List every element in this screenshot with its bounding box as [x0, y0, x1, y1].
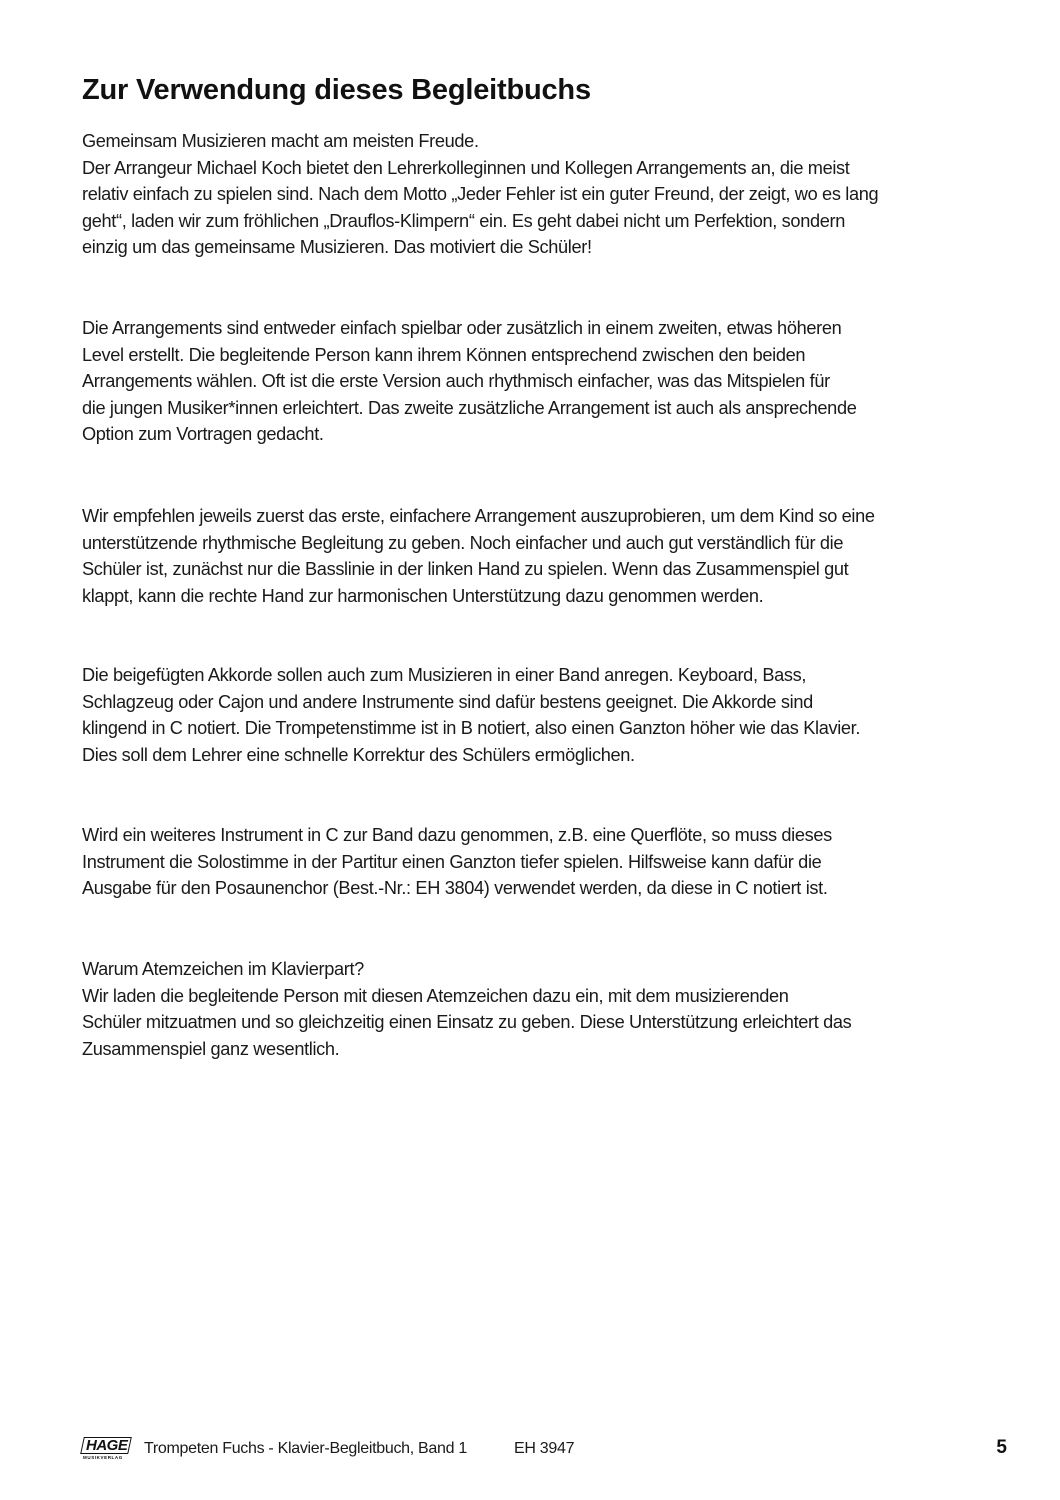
- paragraph-instrument-c: [82, 822, 832, 902]
- text-line: Schlagzeug oder Cajon und andere Instrumente sind dafür bestens geeignet. Die Akkorde sind: [82, 691, 813, 712]
- text-line: Option zum Vortragen gedacht.: [82, 424, 324, 444]
- text-line: relativ einfach zu spielen sind. Nach dem Motto „Jeder Fehler ist ein guter Freund, der zeigt, wo es lang: [82, 184, 879, 204]
- paragraph-chords: [82, 662, 860, 768]
- text-line: Gemeinsam Musizieren macht am meisten Freude.: [82, 131, 479, 151]
- publisher-logo: [82, 1436, 134, 1462]
- text-line: Wir laden die begleitende Person mit diesen Atemzeichen dazu ein, mit dem musizierenden: [82, 985, 789, 1006]
- text-line: unterstützende rhythmische Begleitung zu geben. Noch einfacher und auch gut verständlich für die: [82, 532, 844, 553]
- text-line: Schüler mitzuatmen und so gleichzeitig einen Einsatz zu geben. Diese Unterstützung erleichtert das: [82, 1012, 852, 1032]
- text-line: Wird ein weiteres Instrument in C zur Band dazu genommen, z.B. eine Querflöte, so muss dieses: [82, 825, 832, 845]
- text-line: Zusammenspiel ganz wesentlich.: [82, 1038, 340, 1059]
- text-line: klappt, kann die rechte Hand zur harmonischen Unterstützung dazu genommen werden.: [82, 585, 764, 606]
- paragraph-intro: [82, 128, 878, 261]
- text-line: Wir empfehlen jeweils zuerst das erste, einfachere Arrangement auszuprobieren, um dem Kind so eine: [82, 506, 875, 526]
- page-title: Zur Verwendung dieses Begleitbuchs: [82, 74, 591, 106]
- paragraph-recommendation: [82, 503, 875, 609]
- text-line: klingend in C notiert. Die Trompetenstimme ist in B notiert, also einen Ganzton höher wie das Klavier.: [82, 718, 861, 738]
- page-footer: [82, 1436, 1007, 1462]
- text-line: geht“, laden wir zum fröhlichen „Drauflos-Klimpern“ ein. Es geht dabei nicht um Perfektion, sondern: [82, 210, 845, 231]
- page-number: 5: [996, 1437, 1007, 1458]
- text-line: Die beigefügten Akkorde sollen auch zum Musizieren in einer Band anregen. Keyboard, Bass,: [82, 665, 807, 685]
- logo-name: HAGE: [86, 1437, 128, 1454]
- text-line: Level erstellt. Die begleitende Person kann ihrem Können entsprechend zwischen den beiden: [82, 344, 806, 365]
- logo-subtitle: MUSIKVERLAG: [83, 1455, 123, 1460]
- paragraph-arrangements: [82, 315, 856, 448]
- catalog-number: EH 3947: [514, 1440, 575, 1457]
- paragraph-breath-marks: [82, 956, 851, 1062]
- text-line: Die Arrangements sind entweder einfach spielbar oder zusätzlich in einem zweiten, etwas höheren: [82, 318, 842, 338]
- text-line: Instrument die Solostimme in der Partitur einen Ganzton tiefer spielen. Hilfsweise kann dafür die: [82, 851, 822, 872]
- text-line: Arrangements wählen. Oft ist die erste Version auch rhythmisch einfacher, was das Mitspielen für: [82, 371, 830, 391]
- text-line: Dies soll dem Lehrer eine schnelle Korrektur des Schülers ermöglichen.: [82, 744, 635, 765]
- text-line: Ausgabe für den Posaunenchor (Best.-Nr.: EH 3804) verwendet werden, da diese in C notiert ist.: [82, 878, 828, 898]
- text-line: die jungen Musiker*innen erleichtert. Das zweite zusätzliche Arrangement ist auch als ansprechende: [82, 397, 857, 418]
- book-title: Trompeten Fuchs - Klavier-Begleitbuch, Band 1: [144, 1440, 467, 1457]
- text-line: Der Arrangeur Michael Koch bietet den Lehrerkolleginnen und Kollegen Arrangements an, die meist: [82, 157, 850, 178]
- text-line: Schüler ist, zunächst nur die Basslinie in der linken Hand zu spielen. Wenn das Zusammenspiel gut: [82, 559, 849, 579]
- text-line-question: Warum Atemzeichen im Klavierpart?: [82, 959, 364, 979]
- text-line: einzig um das gemeinsame Musizieren. Das motiviert die Schüler!: [82, 237, 592, 257]
